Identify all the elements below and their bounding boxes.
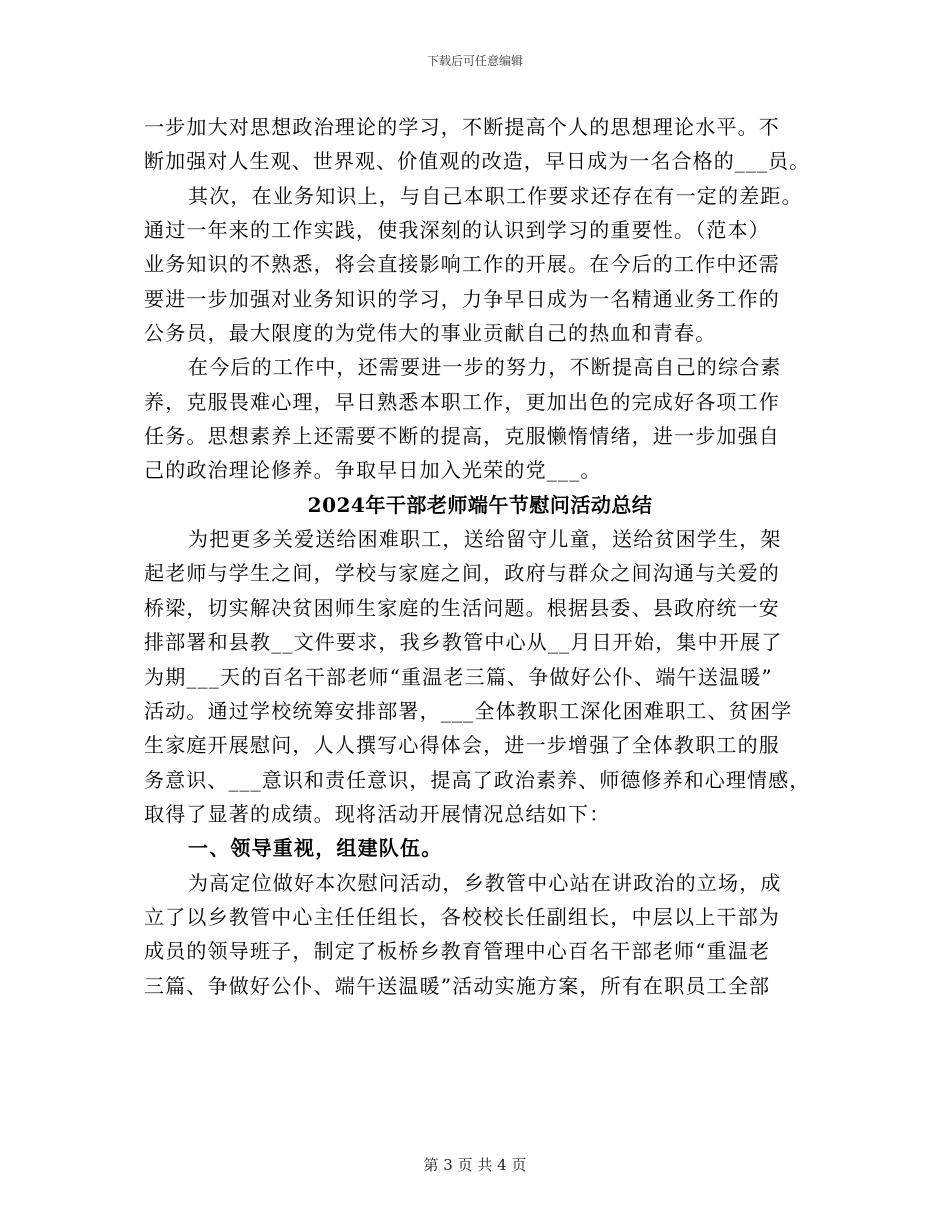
page-header: 下载后可任意编辑	[426, 54, 523, 68]
text-line: 业务知识的不熟悉，将会直接影响工作的开展。在今后的工作中还需	[144, 252, 780, 277]
paragraph-start-line: 为高定位做好本次慰问活动，乡教管中心站在讲政治的立场，成	[188, 870, 782, 895]
document-body	[144, 110, 812, 1003]
text-line: 务意识、___意识和责任意识，提高了政治素养、师德修养和心理情感，	[144, 767, 811, 792]
text-line: 三篇、争做好公仆、端午送温暖”活动实施方案，所有在职员工全部	[144, 973, 771, 998]
paragraph-start-line: 在今后的工作中，还需要进一步的努力，不断提高自己的综合素	[188, 355, 782, 380]
text-line: 立了以乡教管中心主任任组长，各校校长任副组长，中层以上干部为	[144, 904, 780, 929]
text-line: 活动。通过学校统筹安排部署，___全体教职工深化困难职工、贫困学	[144, 698, 793, 723]
text-line: 养，克服畏难心理，早日熟悉本职工作，更加出色的完成好各项工作	[144, 389, 780, 414]
text-line: 要进一步加强对业务知识的学习，力争早日成为一名精通业务工作的	[144, 286, 780, 311]
text-line: 排部署和县教__文件要求，我乡教管中心从__月日开始，集中开展了	[144, 630, 783, 655]
section-heading: 一、领导重视，组建队伍。	[188, 836, 443, 861]
text-line: 取得了显著的成绩。现将活动开展情况总结如下：	[144, 801, 611, 826]
paragraph-start-line: 为把更多关爱送给困难职工，送给留守儿童，送给贫困学生，架	[188, 527, 782, 552]
text-line: 桥梁，切实解决贫困师生家庭的生活问题。根据县委、县政府统一安	[144, 595, 780, 620]
text-line: 起老师与学生之间，学校与家庭之间，政府与群众之间沟通与关爱的	[144, 561, 780, 586]
text-line: 为期___天的百名干部老师“重温老三篇、争做好公仆、端午送温暖”	[144, 664, 773, 689]
text-line: 生家庭开展慰问，人人撰写心得体会，进一步增强了全体教职工的服	[144, 733, 780, 758]
text-line: 公务员，最大限度的为党伟大的事业贡献自己的热血和青春。	[144, 321, 717, 346]
text-line: 一步加大对思想政治理论的学习，不断提高个人的思想理论水平。不	[144, 115, 780, 139]
text-line: 断加强对人生观、世界观、价值观的改造，早日成为一名合格的___员。	[144, 149, 811, 174]
paragraph-start-line: 其次，在业务知识上，与自己本职工作要求还存在有一定的差距。	[188, 183, 803, 208]
text-line: 通过一年来的工作实践，使我深刻的认识到学习的重要性。（范本）	[144, 218, 770, 243]
document-title: 2024年干部老师端午节慰问活动总结	[307, 492, 653, 517]
page-number-footer: 第 3 页 共 4 页	[423, 1156, 527, 1174]
text-line: 成员的领导班子，制定了板桥乡教育管理中心百名干部老师“重温老	[144, 939, 771, 964]
text-line: 己的政治理论修养。争取早日加入光荣的党___。	[144, 458, 602, 483]
text-line: 任务。思想素养上还需要不断的提高，克服懒惰情绪，进一步加强自	[144, 424, 780, 449]
